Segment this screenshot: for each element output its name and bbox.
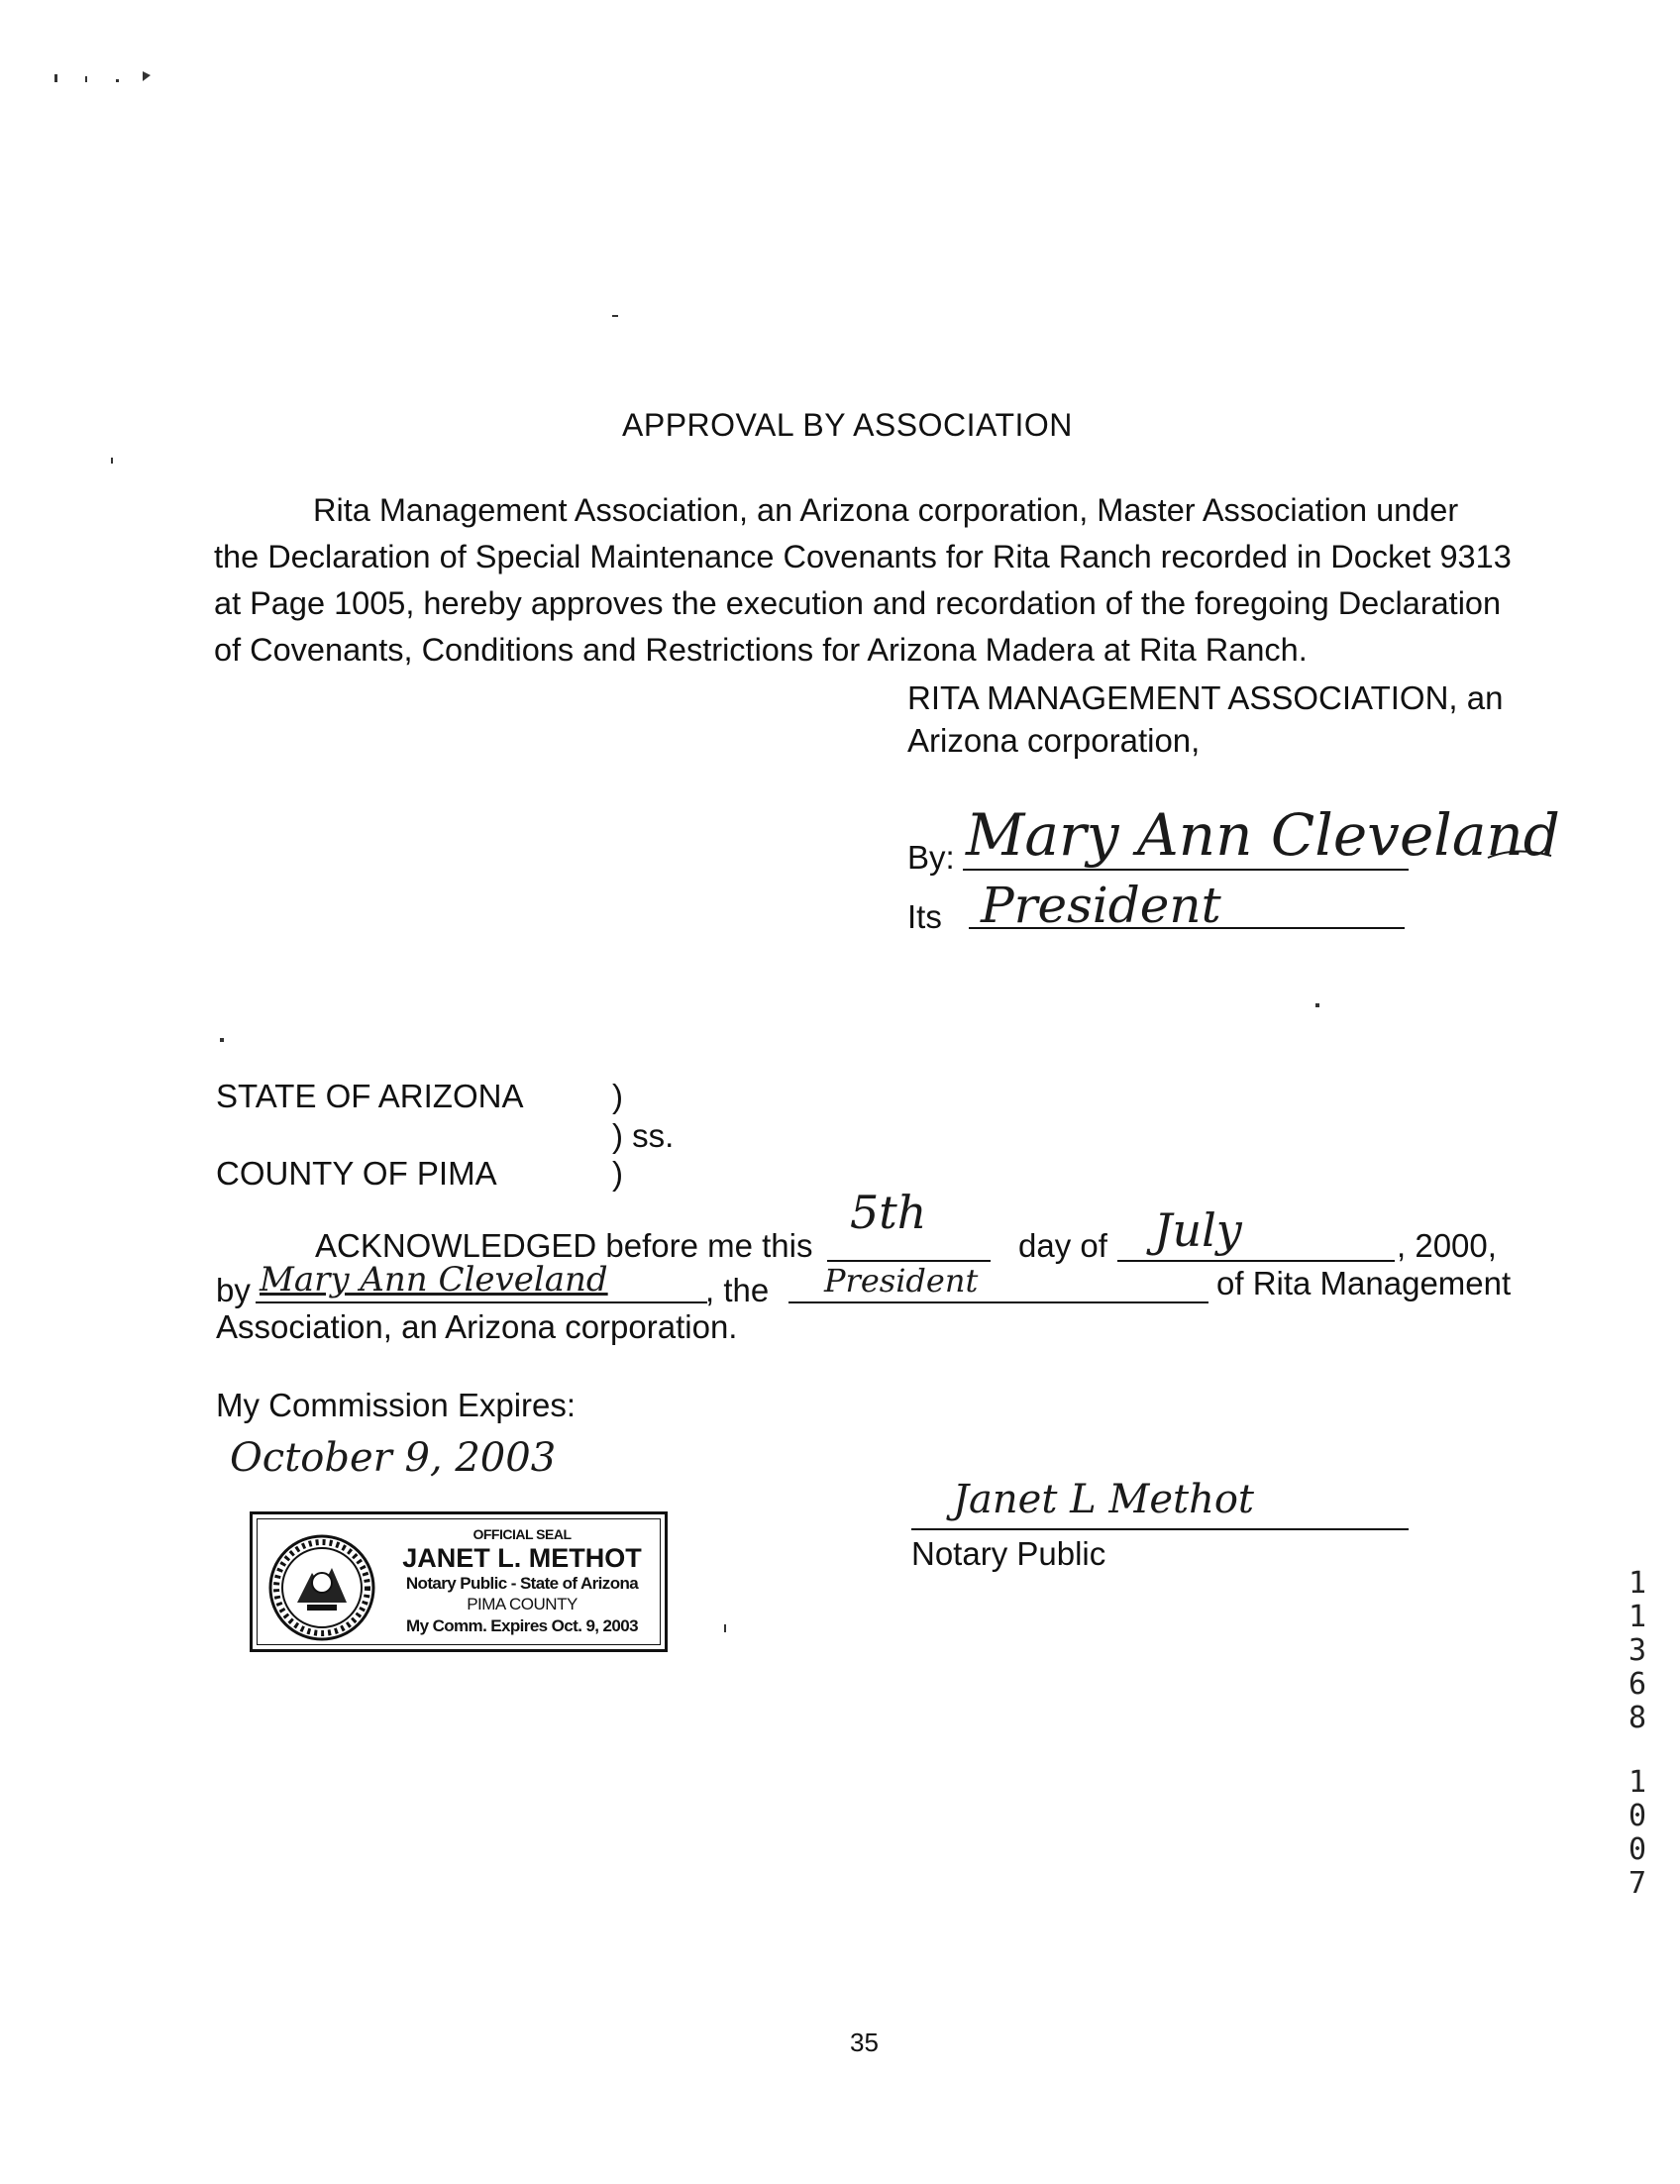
venue-paren-3: ) <box>612 1155 623 1192</box>
arizona-seal-icon <box>267 1533 376 1642</box>
ack-month-handwritten: July <box>1154 1203 1242 1257</box>
ack-year: , 2000, <box>1397 1227 1497 1264</box>
margin-recording-number-top <box>1623 1567 1652 1735</box>
signatory-corp-line: Arizona corporation, <box>907 722 1201 759</box>
signature-flourish <box>1486 840 1555 870</box>
notary-label: Notary Public <box>911 1535 1106 1572</box>
ack-day-of: day of <box>1018 1227 1107 1264</box>
margin-number-bottom: 1 0 0 7 <box>1628 1765 1647 1901</box>
seal-notary-name: JANET L. METHOT <box>402 1543 642 1573</box>
ack-title-line <box>788 1301 1208 1303</box>
ack-by-label: by <box>216 1272 251 1308</box>
page-title: APPROVAL BY ASSOCIATION <box>622 407 1073 443</box>
president-signature: Mary Ann Cleveland <box>966 801 1560 869</box>
ack-name-line <box>256 1301 707 1303</box>
paragraph-line: the Declaration of Special Maintenance Covenants for Rita Ranch recorded in Docket 9313 <box>214 539 1512 574</box>
ack-the-label: , the <box>705 1272 770 1308</box>
county-label: COUNTY OF PIMA <box>216 1155 497 1192</box>
state-label: STATE OF ARIZONA <box>216 1078 524 1114</box>
commission-date-handwritten: October 9, 2003 <box>230 1435 557 1481</box>
seal-line-3: My Comm. Expires Oct. 9, 2003 <box>406 1616 638 1635</box>
its-label: Its <box>907 898 942 935</box>
its-title-handwritten: President <box>981 877 1221 934</box>
by-label: By: <box>907 839 955 876</box>
its-line <box>969 927 1405 929</box>
notary-signature-line <box>911 1528 1409 1530</box>
venue-ss: ) ss. <box>612 1117 675 1154</box>
ack-of-label: of Rita Management <box>1216 1265 1512 1301</box>
notary-signature: Janet L Methot <box>953 1477 1255 1522</box>
seal-header: OFFICIAL SEAL <box>472 1526 572 1542</box>
ack-title-handwritten: President <box>824 1262 979 1300</box>
ack-day-handwritten: 5th <box>850 1186 927 1239</box>
margin-recording-number-bottom <box>1623 1766 1652 1901</box>
ack-prefix: ACKNOWLEDGED before me this <box>315 1227 813 1264</box>
venue-paren-1: ) <box>612 1078 623 1114</box>
approval-paragraph <box>214 487 1512 674</box>
ack-name-handwritten: Mary Ann Cleveland <box>260 1260 608 1300</box>
seal-line-1: Notary Public - State of Arizona <box>405 1574 639 1593</box>
by-signature-line <box>963 869 1409 871</box>
seal-line-2: PIMA COUNTY <box>467 1595 578 1613</box>
ack-line3: Association, an Arizona corporation. <box>216 1308 738 1345</box>
page-number: 35 <box>850 2028 879 2057</box>
commission-label: My Commission Expires: <box>216 1387 577 1423</box>
signatory-name-line: RITA MANAGEMENT ASSOCIATION, an <box>907 679 1504 716</box>
paragraph-line: Rita Management Association, an Arizona corporation, Master Association under <box>313 492 1459 528</box>
paragraph-line: of Covenants, Conditions and Restrictions for Arizona Madera at Rita Ranch. <box>214 632 1308 668</box>
margin-number-top: 1 1 3 6 8 <box>1628 1566 1647 1735</box>
paragraph-line: at Page 1005, hereby approves the execution and recordation of the foregoing Declaration <box>214 585 1502 621</box>
notary-seal-stamp <box>250 1511 668 1652</box>
